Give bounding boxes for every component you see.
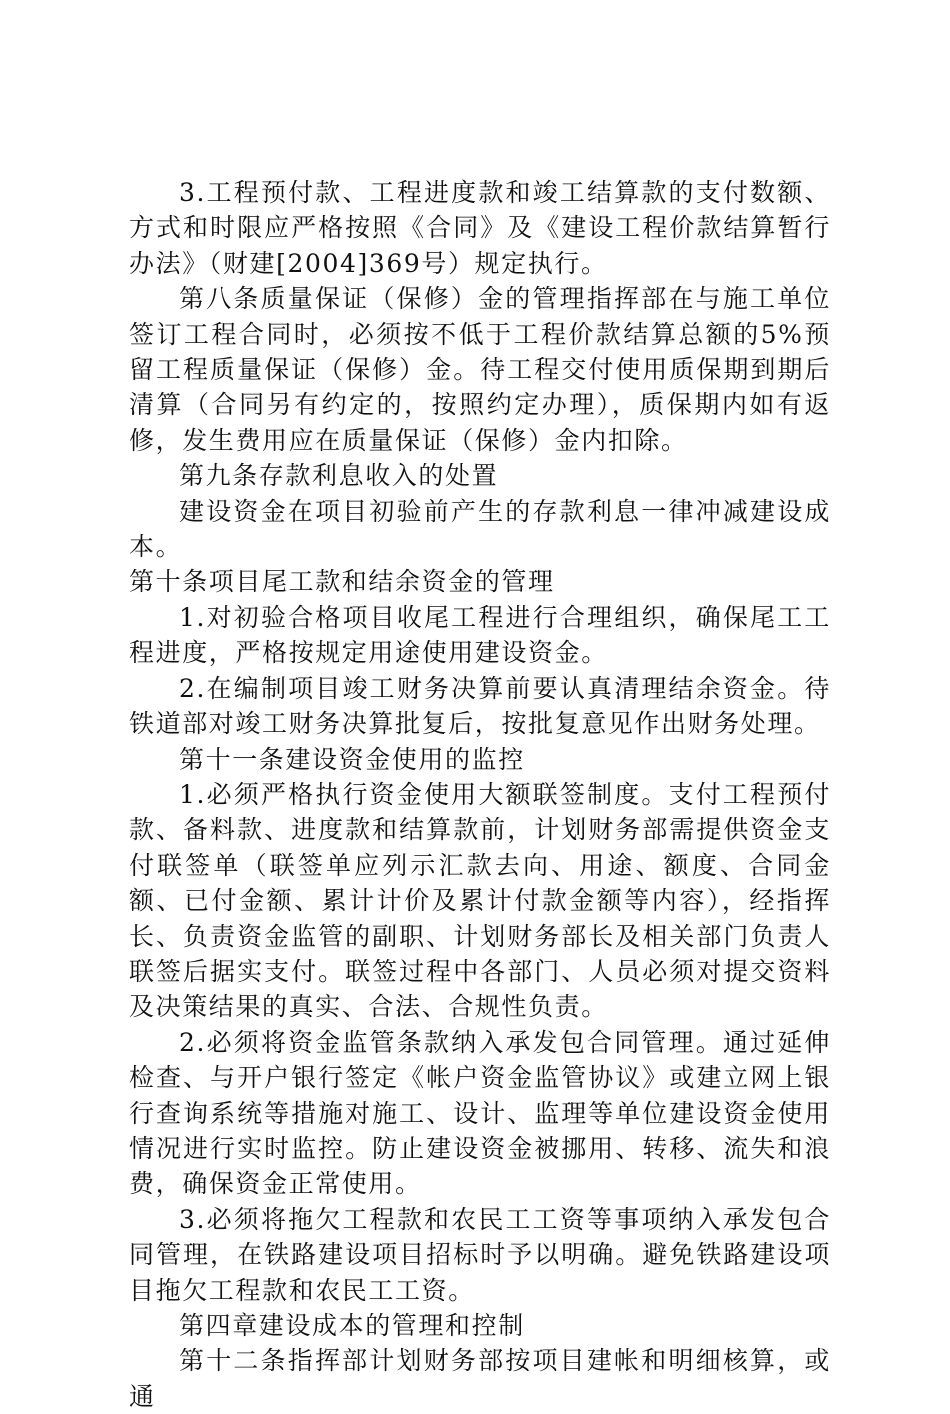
paragraph-surplus-funds: 2.在编制项目竣工财务决算前要认真清理结余资金。待铁道部对竣工财务决算批复后，按批复意见作出财务处理。	[129, 673, 831, 739]
paragraph-article-8-quality-deposit: 第八条质量保证（保修）金的管理指挥部在与施工单位签订工程合同时，必须按不低于工程价款结算总额的5%预留工程质量保证（保修）金。待工程交付使用质保期到期后清算（合同另有约定的，按照约定办理），质保期内如有返修，发生费用应在质量保证（保修）金内扣除。	[129, 284, 831, 455]
paragraph-fund-supervision: 2.必须将资金监管条款纳入承发包合同管理。通过延伸检查、与开户银行签定《帐户资金监管协议》或建立网上银行查询系统等措施对施工、设计、监理等单位建设资金使用情况进行实时监控。防止建设资金被挪用、转移、流失和浪费，确保资金正常使用。	[129, 1027, 831, 1199]
paragraph-joint-signature: 1.必须严格执行资金使用大额联签制度。支付工程预付款、备料款、进度款和结算款前，计划财务部需提供资金支付联签单（联签单应列示汇款去向、用途、额度、合同金额、已付金额、累计计价及累计付款金额等内容），经指挥长、负责资金监管的副职、计划财务部长及相关部门负责人联签后据实支付。联签过程中各部门、人员必须对提交资料及决策结果的真实、合法、合规性负责。	[129, 779, 831, 1022]
paragraph-wage-arrears: 3.必须将拖欠工程款和农民工工资等事项纳入承发包合同管理，在铁路建设项目招标时予以明确。避免铁路建设项目拖欠工程款和农民工工资。	[129, 1204, 831, 1305]
paragraph-article-11-heading: 第十一条建设资金使用的监控	[179, 744, 525, 774]
paragraph-article-12: 第十二条指挥部计划财务部按项目建帐和明细核算，或通	[129, 1346, 831, 1411]
paragraph-article-10-heading: 第十条项目尾工款和结余资金的管理	[129, 567, 555, 597]
paragraph-payment-terms: 3.工程预付款、工程进度款和竣工结算款的支付数额、方式和时限应严格按照《合同》及《建设工程价款结算暂行办法》（财建[2004]369号）规定执行。	[129, 178, 831, 278]
document-body	[129, 175, 831, 1414]
paragraph-article-9-heading: 第九条存款利息收入的处置	[179, 461, 499, 491]
paragraph-interest-income: 建设资金在项目初验前产生的存款利息一律冲减建设成本。	[129, 496, 831, 562]
paragraph-chapter-4-heading: 第四章建设成本的管理和控制	[179, 1311, 525, 1340]
paragraph-tail-works: 1.对初验合格项目收尾工程进行合理组织，确保尾工工程进度，严格按规定用途使用建设资金。	[129, 602, 831, 668]
